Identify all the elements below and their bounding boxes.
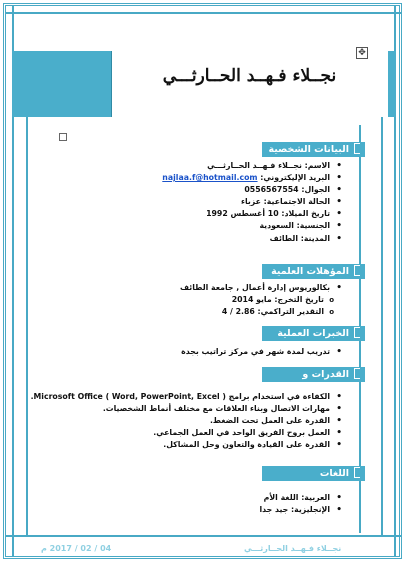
list-item: • القدرة على العمل تحت الضغط. [31, 415, 342, 427]
languages-list [259, 492, 342, 516]
move-handle-icon[interactable]: ✥ [356, 47, 368, 59]
page-title: نجــلاء فـهــد الحــارثـــي [162, 66, 337, 86]
list-item: • الكفاءة في استخدام برامج Microsoft Office ( Word, PowerPoint, Excel ). [31, 391, 342, 403]
section-header-languages [262, 466, 365, 481]
bracket-icon [354, 143, 360, 154]
list-item: • مهارات الاتصال وبناء العلاقات مع مختلف أنماط الشخصيات. [31, 403, 342, 415]
education-list [180, 282, 342, 318]
bracket-icon [354, 265, 360, 276]
bracket-icon [354, 327, 360, 338]
list-subitem: o التقدير التراكمي: 2.86 / 4 [180, 306, 342, 318]
section-title-languages: اللغات [319, 468, 349, 479]
email-link[interactable]: najlaa.f@hotmail.com [162, 173, 258, 183]
list-item: • الجوال: 0556567554 [162, 184, 342, 196]
inner-right-line [381, 117, 383, 535]
inner-left-line [26, 117, 28, 535]
list-item: • الجنسية: السعودية [162, 220, 342, 232]
section-title-skills: القدرات و المهارات [302, 369, 349, 395]
list-item: • تدريب لمدة شهر في مركز تراتيب بجدة [181, 346, 342, 358]
personal-list [162, 160, 342, 245]
section-header-skills [262, 367, 365, 395]
list-item: • المدينة: الطائف [162, 233, 342, 245]
section-title-personal: البيانات الشخصية [268, 144, 349, 155]
bracket-icon [354, 467, 360, 478]
list-item: • العربية: اللغة الأم [259, 492, 342, 504]
section-header-experience [262, 326, 365, 341]
section-header-education [262, 264, 365, 279]
list-item: • تاريخ الميلاد: 10 أغسطس 1992 [162, 208, 342, 220]
list-item: • الإنجليزية: جيد جدا [259, 504, 342, 516]
frame-top-line [5, 12, 402, 14]
list-subitem: o تاريخ التخرج: مايو 2014 [180, 294, 342, 306]
section-title-experience: الخبرات العملية [277, 328, 349, 339]
email-label: البريد الإليكتروني: [260, 173, 330, 183]
frame-bottom-line [5, 535, 402, 537]
list-item: • بكالوريوس إدارة أعمال , جامعة الطائف [180, 282, 342, 294]
checkbox-icon[interactable] [59, 133, 67, 141]
list-item: • العمل بروح الفريق الواحد في العمل الجماعي. [31, 427, 342, 439]
footer-name: نجــلاء فـهــد الحــارثـــي [244, 544, 342, 553]
section-title-education: المؤهلات العلمية [271, 266, 349, 277]
section-header-personal [262, 142, 365, 157]
list-item [162, 172, 342, 184]
list-item: • الاسم: نجــلاء فـهــد الحــارثـــي [162, 160, 342, 172]
experience-list [181, 346, 342, 358]
bracket-icon [354, 368, 360, 379]
list-item: • القدرة على القيادة والتعاون وحل المشاكل. [31, 439, 342, 451]
footer-date: 04 / 02 / 2017 م [41, 544, 112, 553]
skills-list [31, 391, 342, 451]
list-item: • الحالة الاجتماعية: عزباء [162, 196, 342, 208]
